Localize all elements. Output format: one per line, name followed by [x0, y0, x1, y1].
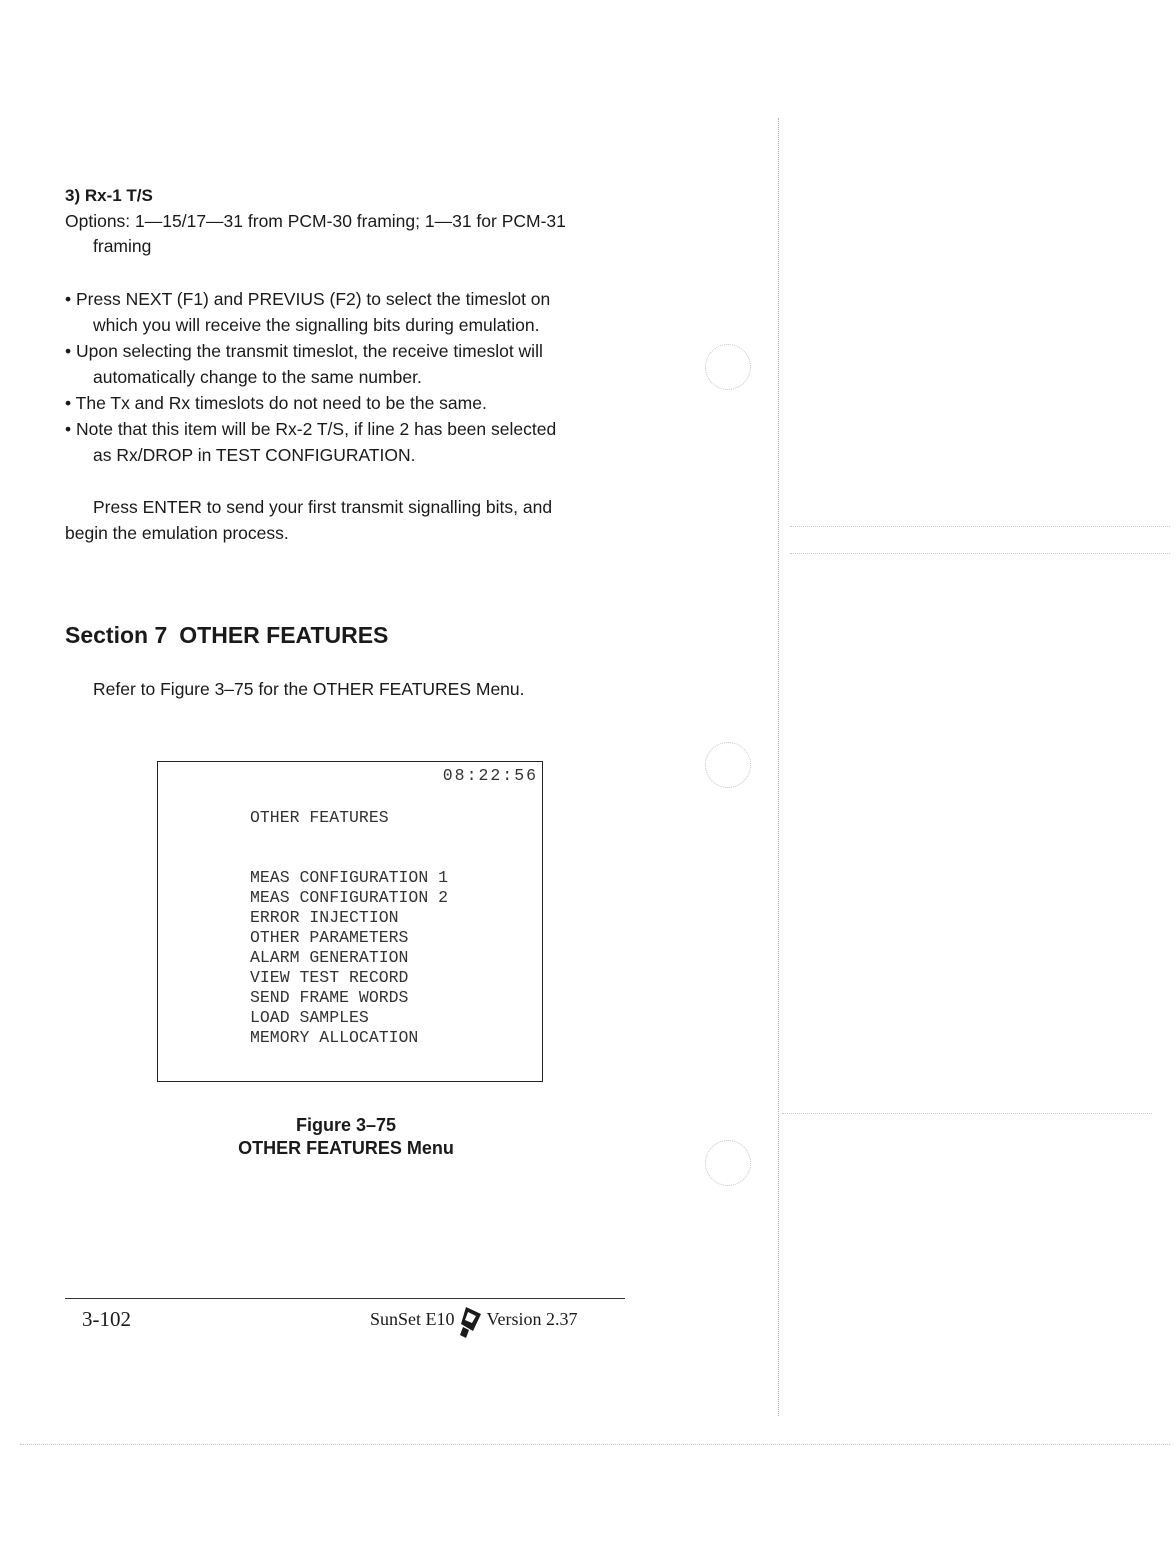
- dotted-line: [782, 1113, 1152, 1114]
- bullet-line: • Note that this item will be Rx-2 T/S, if line 2 has been selected: [65, 419, 557, 439]
- bullet-item: [65, 338, 645, 390]
- product-name: SunSet E10: [370, 1309, 455, 1329]
- dotted-line: [20, 1444, 1170, 1445]
- punch-hole: [705, 1140, 751, 1186]
- bullet-item: [65, 416, 645, 468]
- bullet-line-continued: as Rx/DROP in TEST CONFIGURATION.: [93, 445, 416, 465]
- bullet-line: • Upon selecting the transmit timeslot, the receive timeslot will: [65, 341, 543, 361]
- bullet-item: [65, 390, 645, 416]
- figure-reference: Refer to Figure 3–75 for the OTHER FEATURES Menu.: [93, 679, 525, 699]
- paragraph-line: begin the emulation process.: [65, 523, 289, 543]
- page-edge-line: [778, 118, 779, 1416]
- options-line: Options: 1—15/17—31 from PCM-30 framing; 1—31 for PCM-31: [65, 211, 566, 231]
- menu-item-meas-configuration-2: MEAS CONFIGURATION 2: [250, 888, 449, 907]
- menu-item-meas-configuration-1: MEAS CONFIGURATION 1: [250, 868, 449, 887]
- menu-item-send-frame-words: SEND FRAME WORDS: [250, 988, 409, 1007]
- screen-menu-list: [250, 868, 448, 1048]
- bullet-line-continued: automatically change to the same number.: [93, 367, 422, 387]
- footer-divider: [65, 1298, 625, 1299]
- section-title: OTHER FEATURES: [179, 622, 389, 648]
- options-line-continued: framing: [93, 236, 152, 256]
- figure-number: Figure 3–75: [295, 1115, 397, 1135]
- instruction-paragraph: [65, 494, 645, 546]
- punch-hole: [705, 742, 751, 788]
- page-number: 3-102: [82, 1307, 131, 1331]
- footer-product: [370, 1309, 578, 1339]
- dotted-line: [790, 553, 1170, 554]
- screen-menu-title: OTHER FEATURES: [250, 808, 389, 827]
- menu-item-error-injection: ERROR INJECTION: [250, 908, 399, 927]
- bullet-item: [65, 286, 645, 338]
- bullet-list: [65, 286, 645, 468]
- paragraph-line: Press ENTER to send your first transmit signalling bits, and: [93, 497, 553, 517]
- product-version: Version 2.37: [486, 1309, 578, 1329]
- section-number: Section 7: [65, 622, 168, 648]
- item-heading: 3) Rx-1 T/S: [65, 186, 153, 205]
- options-text: [65, 209, 645, 259]
- bullet-line: • The Tx and Rx timeslots do not need to be the same.: [65, 393, 487, 413]
- device-screen-figure: [157, 761, 543, 1082]
- section-heading: [65, 622, 388, 649]
- dotted-line: [790, 526, 1170, 527]
- menu-item-load-samples: LOAD SAMPLES: [250, 1008, 369, 1027]
- bullet-line-continued: which you will receive the signalling bits during emulation.: [93, 315, 540, 335]
- figure-title: OTHER FEATURES Menu: [238, 1138, 454, 1158]
- menu-item-view-test-record: VIEW TEST RECORD: [250, 968, 409, 987]
- punch-hole: [705, 344, 751, 390]
- menu-item-other-parameters: OTHER PARAMETERS: [250, 928, 409, 947]
- figure-caption: [150, 1114, 542, 1160]
- screen-clock: 08:22:56: [442, 766, 538, 785]
- menu-item-memory-allocation: MEMORY ALLOCATION: [250, 1028, 419, 1047]
- menu-item-alarm-generation: ALARM GENERATION: [250, 948, 409, 967]
- sunset-logo-icon: [457, 1305, 483, 1339]
- bullet-line: • Press NEXT (F1) and PREVIUS (F2) to select the timeslot on: [65, 289, 551, 309]
